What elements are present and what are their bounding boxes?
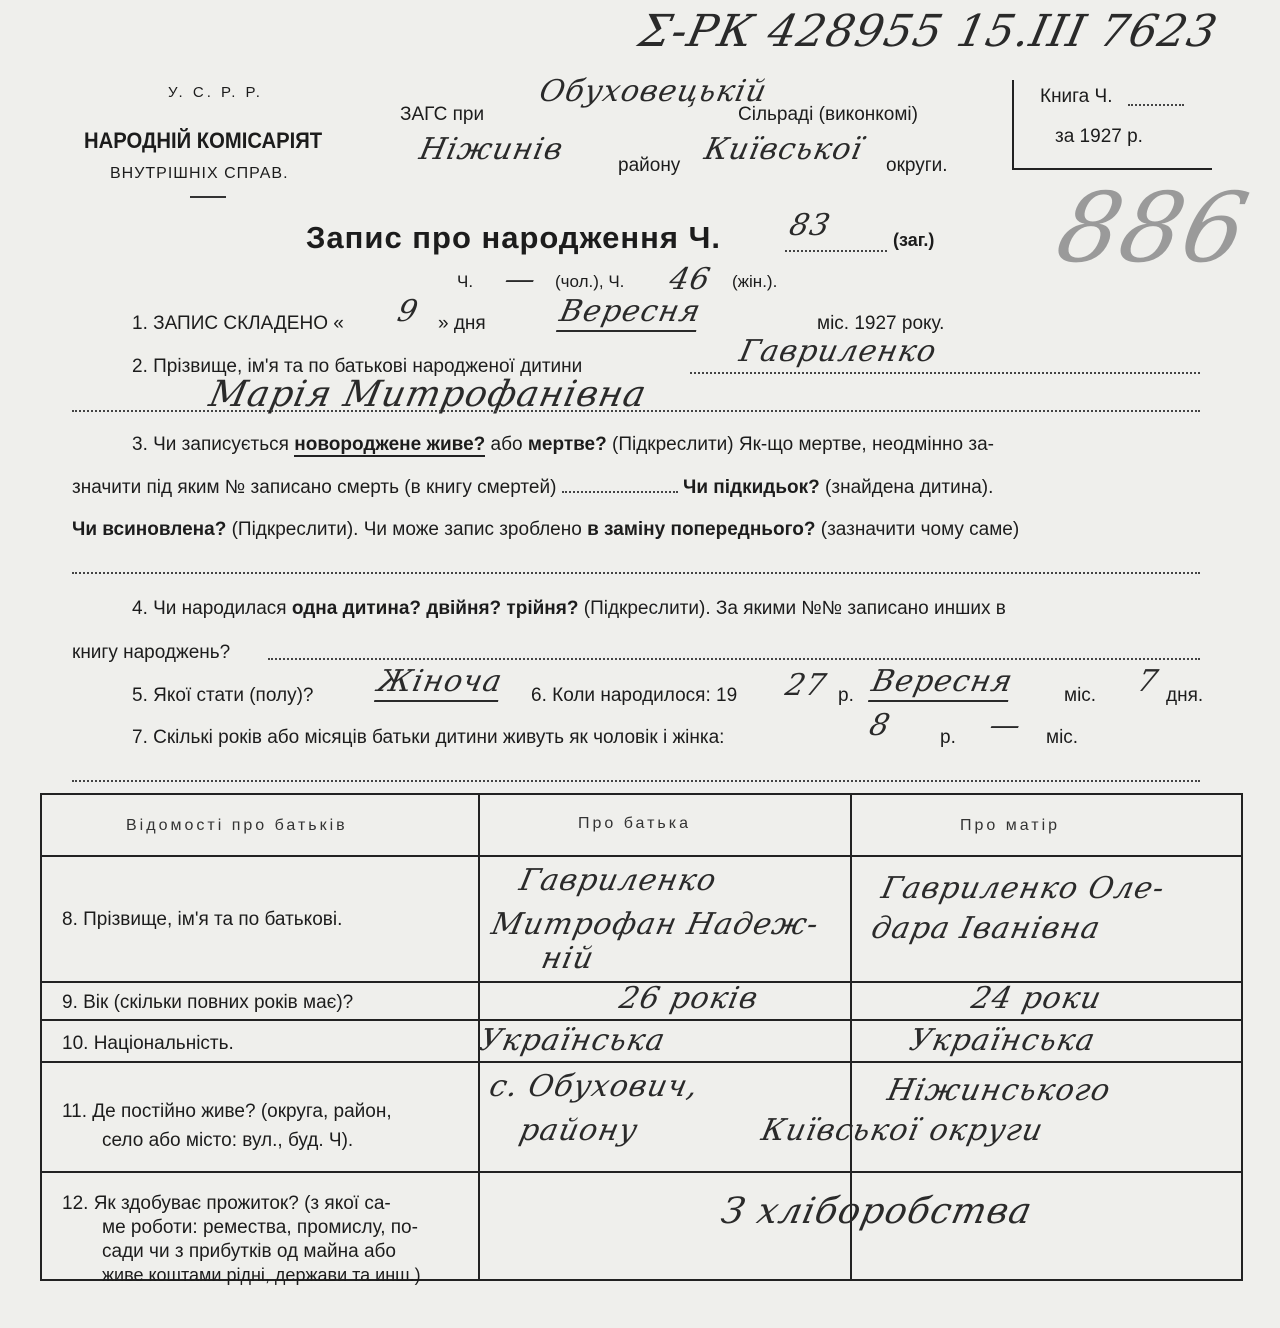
q3-line1: 3. Чи записується новороджене живе? або мертве? (Підкреслити) Як-що мертве, неодмінно за- — [132, 434, 995, 455]
ussr-label: У. С. Р. Р. — [168, 84, 263, 101]
q1-tail: міс. 1927 року. — [817, 313, 945, 334]
q6-label: 6. Коли народилося: 19 — [531, 685, 738, 706]
q5-label: 5. Якої стати (полу)? — [132, 685, 314, 706]
father-nationality: Українська — [476, 1023, 669, 1058]
father-residence-2: району — [516, 1113, 642, 1148]
male-label: (чол.), Ч. — [555, 272, 625, 291]
q7-years-label: р. — [940, 727, 956, 748]
male-count: — — [501, 262, 540, 297]
row-occupation-label-2: ме роботи: ремества, промислу, по- — [102, 1217, 418, 1238]
department-label: ВНУТРІШНІХ СПРАВ. — [110, 165, 289, 182]
q7-years: 8 — [866, 708, 894, 743]
book-box-border — [1012, 80, 1014, 170]
child-surname: Гавриленко — [736, 334, 941, 369]
child-name: Марія Митрофанівна — [205, 374, 651, 415]
q1-month: Вересня — [556, 294, 704, 332]
council-label: Сільраді (виконкомі) — [738, 104, 918, 125]
header-divider — [190, 196, 226, 198]
district-value: Ніжинів — [416, 132, 567, 167]
mother-nationality: Українська — [906, 1023, 1099, 1058]
okruga-value: Київської — [701, 132, 867, 167]
occupation-value: З хліборобства — [717, 1191, 1037, 1232]
row-occupation-label-1: 12. Як здобуває прожиток? (з якої са- — [62, 1193, 391, 1214]
q3-line2: значити під яким № записано смерть (в книгу смертей) Чи підкидьок? (знайдена дитина). — [72, 477, 994, 498]
pencil-number: 886 — [1048, 172, 1259, 284]
record-number: 83 — [786, 208, 834, 243]
header-father: Про батька — [578, 815, 691, 832]
okruga-label: округи. — [886, 155, 948, 176]
q6-day-label: дня. — [1166, 685, 1204, 706]
alive-option: новороджене живе? — [294, 434, 486, 455]
q1-day-label: » дня — [438, 313, 486, 334]
q7-months: — — [986, 708, 1025, 743]
parents-table — [40, 793, 1243, 1285]
female-label: (жін.). — [732, 272, 778, 291]
mother-name: дара Іванівна — [868, 911, 1104, 946]
row-occupation-label-3: сади чи з прибутків од майна або — [102, 1241, 396, 1262]
zags-prefix: ЗАГС при — [400, 104, 485, 125]
q2-label: 2. Прізвище, ім'я та по батькові народженої дитини — [132, 356, 583, 377]
record-title: Запис про народження Ч. — [306, 220, 721, 255]
father-age: 26 років — [616, 981, 762, 1016]
row-nationality-label: 10. Національність. — [62, 1033, 234, 1054]
q5-value: Жіноча — [374, 664, 506, 702]
row-age-label: 9. Вік (скільки повних років має)? — [62, 992, 354, 1013]
village-value: Обуховецькій — [536, 74, 771, 109]
district-label: району — [618, 155, 681, 176]
dead-option: мертве? — [527, 434, 607, 455]
mother-residence-1: Ніжинського — [884, 1073, 1115, 1108]
header-mother: Про матір — [960, 817, 1061, 834]
female-count: 46 — [666, 262, 714, 297]
q4-line2: книгу народжень? — [72, 642, 231, 663]
book-label: Книга Ч. — [1040, 86, 1113, 107]
q6-day: 7 — [1134, 664, 1162, 699]
mother-surname: Гавриленко Оле- — [878, 871, 1169, 906]
mother-age: 24 роки — [968, 981, 1105, 1016]
archive-code: Σ-РК 428955 15.III 7623 — [634, 6, 1223, 57]
q4-line1: 4. Чи народилася одна дитина? двійня? трійня? (Підкреслити). За якими №№ записано инших в — [132, 598, 1006, 619]
row-residence-label-1: 11. Де постійно живе? (округа, район, — [62, 1101, 392, 1122]
record-suffix: (заг.) — [893, 230, 935, 250]
father-residence-1: с. Обухович, — [486, 1069, 702, 1104]
q6-month: Вересня — [868, 664, 1016, 702]
q6-year-suffix: р. — [838, 685, 854, 706]
row-occupation-label-4: живе коштами рідні, держави та инш.) — [102, 1265, 421, 1285]
q1-day: 9 — [394, 294, 422, 329]
father-name: Митрофан Надеж- — [488, 907, 823, 942]
header-parents-info: Відомості про батьків — [126, 817, 348, 834]
q7-months-label: міс. — [1046, 727, 1079, 748]
father-surname: Гавриленко — [516, 863, 721, 898]
row-residence-label-2: село або місто: вул., буд. Ч). — [102, 1130, 354, 1151]
book-year: за 1927 р. — [1055, 126, 1143, 147]
q7-label: 7. Скількі років або місяців батьки дитини живуть як чоловік і жінка: — [132, 727, 725, 748]
commissariat-title: НАРОДНІЙ КОМІСАРІЯТ — [84, 128, 323, 153]
mother-residence-2: Київської округи — [758, 1113, 1047, 1148]
q6-year: 27 — [782, 668, 830, 703]
q6-month-label: міс. — [1064, 685, 1097, 706]
father-name-end: ній — [538, 941, 598, 976]
q1-label: 1. ЗАПИС СКЛАДЕНО « — [132, 313, 344, 334]
row-name-label: 8. Прізвище, ім'я та по батькові. — [62, 909, 343, 930]
q3-line3: Чи всиновлена? (Підкреслити). Чи може запис зроблено в заміну попереднього? (зазначити чому саме) — [72, 519, 1020, 540]
count-label: Ч. — [457, 272, 474, 291]
